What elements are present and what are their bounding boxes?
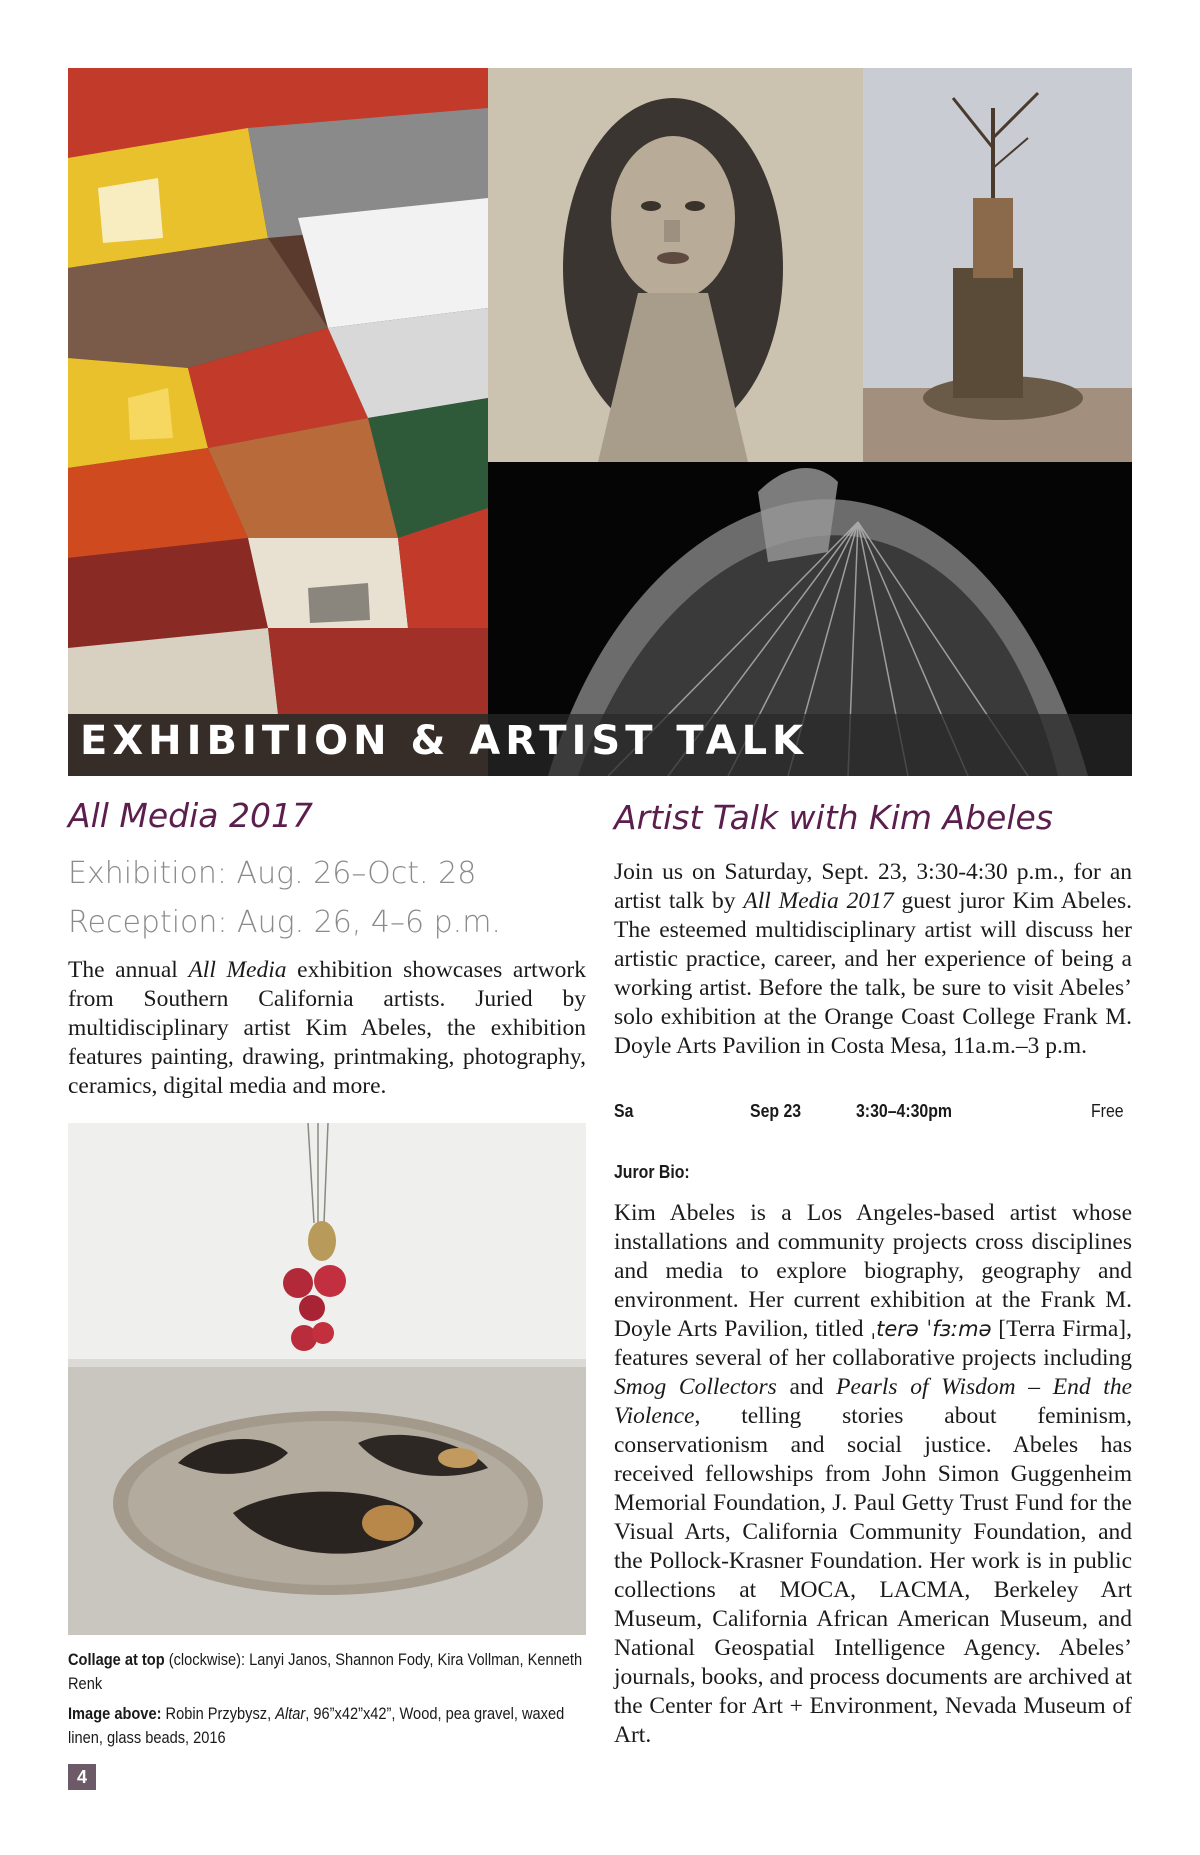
charcoal-portrait-image (488, 68, 863, 462)
artwork-collage (68, 68, 1132, 776)
juror-bio-label: Juror Bio: (614, 1162, 690, 1182)
section-banner-title: EXHIBITION & ARTIST TALK (80, 718, 809, 764)
image-caption (68, 1702, 584, 1750)
juror-bio-part-2: [Terra Firma], features several of her collaborative projects including (614, 1316, 1132, 1371)
exhibition-dates: Exhibition: Aug. 26–Oct. 28 (68, 856, 477, 891)
collage-caption-text: (clockwise): Lanyi Janos, Shannon Fody, Kira Vollman, Kenneth Renk (68, 1650, 583, 1693)
exhibition-phonetic-title: ˌterə ˈfɜːmə (870, 1317, 992, 1341)
juror-bio-part-4: , telling stories about feminism, conservationism and social justice. Abeles has received fellowships from John Simon Guggenheim Memorial Foundation, J. Paul Getty Trust Fund for the Visual Arts, California Community Foundation, and the Pollock-Krasner Foundation. Her work is in public collections at MOCA, LACMA, Berkeley Art Museum, California African American Museum, and National Geospatial Intelligence Agency. Abeles’ journals, books, and process documents are archived at the Center for Art + Environment, Nevada Museum of Art. (614, 1403, 1132, 1748)
reception-dates: Reception: Aug. 26, 4–6 p.m. (68, 905, 501, 940)
exhibition-description (68, 956, 586, 1101)
altar-installation-image (68, 1123, 586, 1635)
schedule-day-text: Sa (614, 1101, 634, 1121)
exhibition-description-text: The annual (68, 957, 189, 983)
juror-bio-part-1: Kim Abeles is a Los Angeles-based artist whose installations and community projects cross disciplines and media to explore biography, geography and environment. Her current exhibition at the Frank M. Doyle Arts Pavilion, titled (614, 1200, 1132, 1342)
schedule-time (856, 1101, 952, 1122)
artist-talk-italic: All Media 2017 (743, 888, 894, 914)
collage-caption (68, 1648, 584, 1696)
exhibition-description-text-2: exhibition showcases artwork from Southern California artists. Juried by multidisciplinary artist Kim Abeles, the exhibition features painting, drawing, printmaking, photography, ceramics, digital media and more. (68, 957, 586, 1099)
image-caption-title: Altar (275, 1704, 306, 1723)
smog-collectors-title: Smog Collectors (614, 1374, 777, 1400)
section-banner (68, 714, 1132, 776)
artist-talk-description (614, 858, 1132, 1061)
juror-bio-part-3: and (776, 1374, 837, 1400)
schedule-date (750, 1101, 801, 1122)
exhibition-title-italic: All Media (188, 957, 287, 983)
cityscape-painting-image (68, 68, 488, 776)
image-caption-label: Image above: (68, 1704, 162, 1723)
collage-caption-label: Collage at top (68, 1650, 165, 1669)
artist-talk-text: Join us on Saturday, Sept. 23, 3:30-4:30 p.m., for an artist talk by (614, 859, 1132, 914)
juror-bio-text (614, 1199, 1132, 1750)
pearls-of-wisdom-title: Pearls of Wisdom – End the Violence (614, 1374, 1132, 1429)
tree-sculpture-image (863, 68, 1132, 462)
image-caption-text: Robin Przybysz, (161, 1704, 276, 1723)
artist-talk-heading: Artist Talk with Kim Abeles (614, 798, 1053, 837)
schedule-day (614, 1101, 633, 1122)
page-number: 4 (68, 1764, 96, 1790)
schedule-price: Free (1091, 1101, 1124, 1121)
schedule-date-text: Sep 23 (750, 1101, 802, 1121)
artist-talk-text-2: guest juror Kim Abeles. The esteemed multidisciplinary artist will discuss her artistic practice, career, and her experience of being a working artist. Before the talk, be sure to visit Abeles’ solo exhibition at the Orange Coast College Frank M. Doyle Arts Pavilion in Costa Mesa, 11a.m.–3 p.m. (614, 888, 1133, 1059)
exhibition-heading: All Media 2017 (68, 796, 313, 835)
image-caption-details: , 96”x42”x42”, Wood, pea gravel, waxed linen, glass beads, 2016 (68, 1704, 565, 1747)
schedule-time-text: 3:30–4:30pm (856, 1101, 952, 1121)
